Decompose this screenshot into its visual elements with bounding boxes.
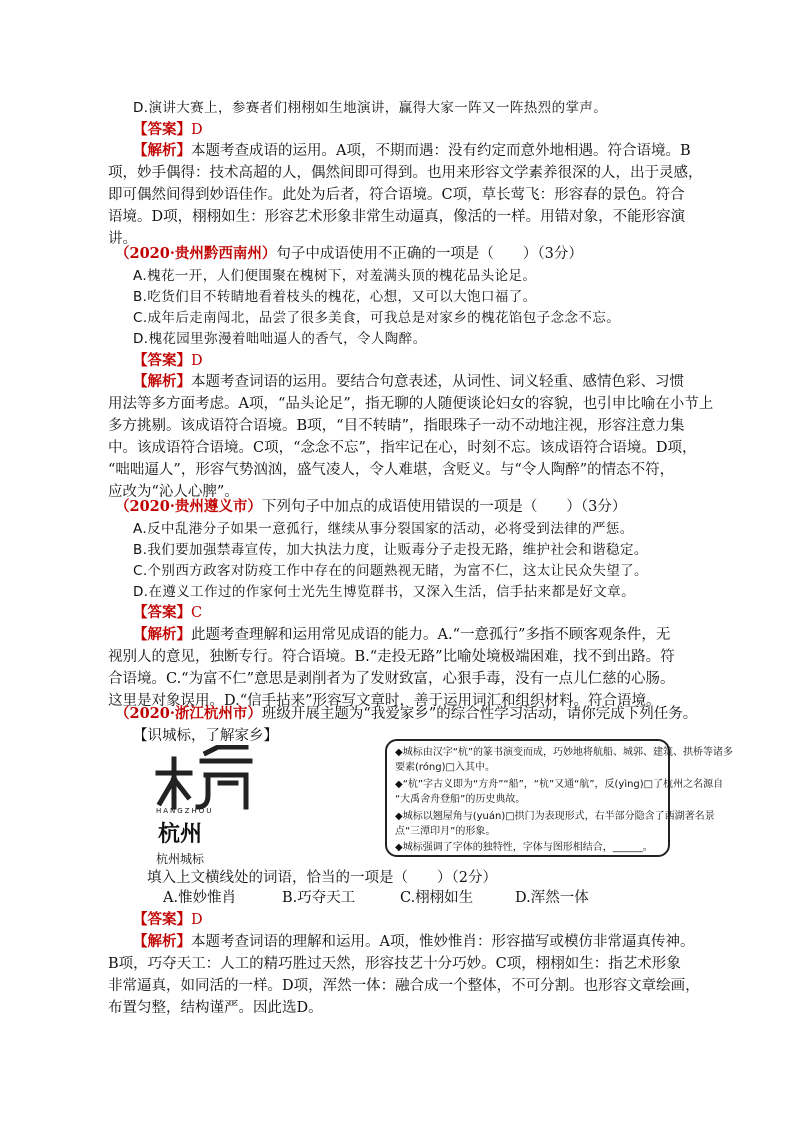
analysis-text: 这里是对象误用。D.“信手拈来”形容写文章时，善于运用词汇和组织材料。符合语境。 bbox=[108, 693, 661, 709]
option-a: A.槐花一开，人们便围聚在槐树下，对羞满头顶的槐花品头论足。 bbox=[133, 268, 537, 284]
answer-line bbox=[133, 910, 203, 930]
box-line: “大禹舍舟登船”的历史典故。 bbox=[395, 794, 526, 805]
logo-text: 杭州 bbox=[158, 822, 203, 847]
analysis-text: 语境。D项，栩栩如生：形容艺术形象非常生动逼真，像活的一样。用错对象，不能形容演 bbox=[108, 209, 686, 225]
answer-line-prev bbox=[133, 120, 203, 140]
analysis-text: 此题考查理解和运用常见成语的能力。A.“一意孤行”多指不顾客观条件，无 bbox=[191, 627, 671, 643]
question-source: （2020·贵州遵义市） bbox=[115, 498, 262, 515]
option-a: A.惟妙惟肖 bbox=[163, 890, 237, 906]
option-d: D.浑然一体 bbox=[515, 890, 589, 906]
question-stem bbox=[115, 497, 626, 517]
option-b: B.巧夺天工 bbox=[282, 890, 356, 906]
analysis-text: 本题考查词语的运用。要结合句意表述，从词性、词义轻重、感情色彩、习惯 bbox=[191, 374, 684, 390]
analysis-text: 本题考查成语的运用。A项，不期而遇：没有约定而意外地相遇。符合语境。B bbox=[191, 143, 691, 159]
option-c: C.个别西方政客对防疫工作中存在的问题熟视无睹，为富不仁，这太让民众失望了。 bbox=[133, 563, 648, 579]
analysis-text: 应改为“沁人心脾”。 bbox=[108, 484, 239, 500]
question-stem bbox=[115, 244, 583, 264]
question-text: 句子中成语使用不正确的一项是（ ）（3分） bbox=[276, 246, 583, 262]
analysis-text: 视别人的意见，独断专行。符合语境。B.“走投无路”比喻处境极端困难，找不到出路。符 bbox=[108, 649, 675, 665]
logo-caption: 杭州城标 bbox=[156, 852, 205, 866]
analysis-text: 中。该成语符合语境。C项，“念念不忘”，指牢记在心，时刻不忘。该成语符合语境。D项， bbox=[108, 440, 697, 456]
option-b: B.吃货们目不转睛地看着枝头的槐花，心想，又可以大饱口福了。 bbox=[133, 289, 537, 305]
analysis-text: 讲。 bbox=[108, 231, 137, 247]
answer-value: D bbox=[191, 353, 203, 369]
analysis-label: 【解析】 bbox=[133, 142, 191, 159]
question-source: （2020·贵州黔西南州） bbox=[115, 245, 277, 262]
analysis-label: 【解析】 bbox=[133, 933, 191, 950]
hangzhou-logo bbox=[150, 745, 260, 860]
analysis-line bbox=[133, 625, 670, 645]
option-a: A.反中乱港分子如果一意孤行，继续从事分裂国家的活动，必将受到法律的严惩。 bbox=[133, 521, 634, 537]
option-c: C.栩栩如生 bbox=[400, 890, 474, 906]
analysis-text: 布置匀整，结构谨严。因此选D。 bbox=[108, 1000, 323, 1016]
question-stem bbox=[115, 704, 697, 724]
analysis-label: 【解析】 bbox=[133, 373, 191, 390]
answer-label: 【答案】 bbox=[133, 604, 191, 621]
answer-line bbox=[133, 603, 202, 623]
analysis-label: 【解析】 bbox=[133, 626, 191, 643]
answer-label: 【答案】 bbox=[133, 352, 191, 369]
analysis-text: B项，巧夺天工：人工的精巧胜过天然，形容技艺十分巧妙。C项，栩栩如生：指艺术形象 bbox=[108, 956, 681, 972]
analysis-text: “咄咄逼人”，形容气势汹汹，盛气凌人，令人难堪，含贬义。与“令人陶醉”的情态不符， bbox=[108, 462, 675, 478]
analysis-text: 多方挑剔。该成语符合语境。B项，“目不转睛”，指眼珠子一动不动地注视，形容注意力集 bbox=[108, 418, 685, 434]
option-b: B.我们要加强禁毒宣传，加大执法力度，让贩毒分子走投无路，维护社会和谐稳定。 bbox=[133, 542, 648, 558]
answer-line bbox=[133, 351, 203, 371]
analysis-line bbox=[133, 372, 684, 392]
question-text: 下列句子中加点的成语使用错误的一项是（ ）（3分） bbox=[261, 499, 627, 515]
analysis-text: 合语境。C.“为富不仁”意思是剥削者为了发财致富，心狠手毒，没有一点儿仁慈的心肠。 bbox=[108, 671, 675, 687]
task-title: 【识城标，了解家乡】 bbox=[133, 728, 278, 744]
analysis-text: 非常逼真，如同活的一样。D项，浑然一体：融合成一个整体，不可分割。也形容文章绘画， bbox=[108, 978, 700, 994]
answer-label: 【答案】 bbox=[133, 911, 191, 928]
logo-pinyin: HANGZHOU bbox=[156, 807, 214, 815]
box-line: ◆城标强调了字体的独特性，字体与图形相结合，______。 bbox=[395, 842, 653, 853]
analysis-line bbox=[133, 141, 691, 161]
box-line: 要素(róng)□入其中。 bbox=[395, 762, 495, 773]
analysis-text: 即可偶然间得到妙语佳作。此处为后者，符合语境。C项，草长莺飞：形容春的景色。符合 bbox=[108, 187, 685, 203]
box-line: ◆“杭”字古义即为“方舟”“船”，“杭”又通“航”，反(yìng)□了杭州之名源自 bbox=[395, 779, 724, 790]
answer-label: 【答案】 bbox=[133, 121, 191, 138]
analysis-line bbox=[133, 932, 694, 952]
question-stem-2: 填入上文横线处的词语，恰当的一项是（ ）（2分） bbox=[147, 870, 497, 886]
option-c: C.成年后走南闯北，品尝了很多美食，可我总是对家乡的槐花馅包子念念不忘。 bbox=[133, 310, 621, 326]
question-text: 班级开展主题为“我爱家乡”的综合性学习活动，请你完成下列任务。 bbox=[261, 706, 698, 722]
option-d: D.槐花园里弥漫着咄咄逼人的香气，令人陶醉。 bbox=[133, 331, 427, 347]
analysis-text: 项，妙手偶得：技术高超的人，偶然间即可得到。也用来形容文学素养很深的人，出于灵感， bbox=[108, 165, 703, 181]
question-source: （2020·浙江杭州市） bbox=[115, 705, 262, 722]
box-line: ◆城标由汉字“杭”的篆书演变而成，巧妙地将航船、城郭、建筑、拱桥等诸多 bbox=[395, 747, 734, 758]
option-d: D.在遵义工作过的作家何士光先生博览群书，又深入生活，信手拈来都是好文章。 bbox=[133, 584, 635, 600]
answer-value: C bbox=[191, 605, 203, 621]
info-box bbox=[385, 739, 734, 857]
analysis-text: 本题考查词语的理解和运用。A项，惟妙惟肖：形容描写或模仿非常逼真传神。 bbox=[191, 934, 695, 950]
analysis-text: 用法等多方面考虑。A项，“品头论足”，指无聊的人随便谈论妇女的容貌，也引申比喻在小节上 bbox=[108, 396, 714, 412]
box-line: ◆城标以翘屋角与(yuán)□拱门为表现形式，右半部分隐含了西湖著名景 bbox=[395, 811, 715, 822]
box-line: 点“三潭印月”的形象。 bbox=[395, 826, 496, 837]
option-d-prev: D.演讲大赛上，参赛者们栩栩如生地演讲，赢得大家一阵又一阵热烈的掌声。 bbox=[133, 100, 608, 116]
answer-value: D bbox=[191, 122, 203, 138]
answer-value: D bbox=[191, 912, 203, 928]
